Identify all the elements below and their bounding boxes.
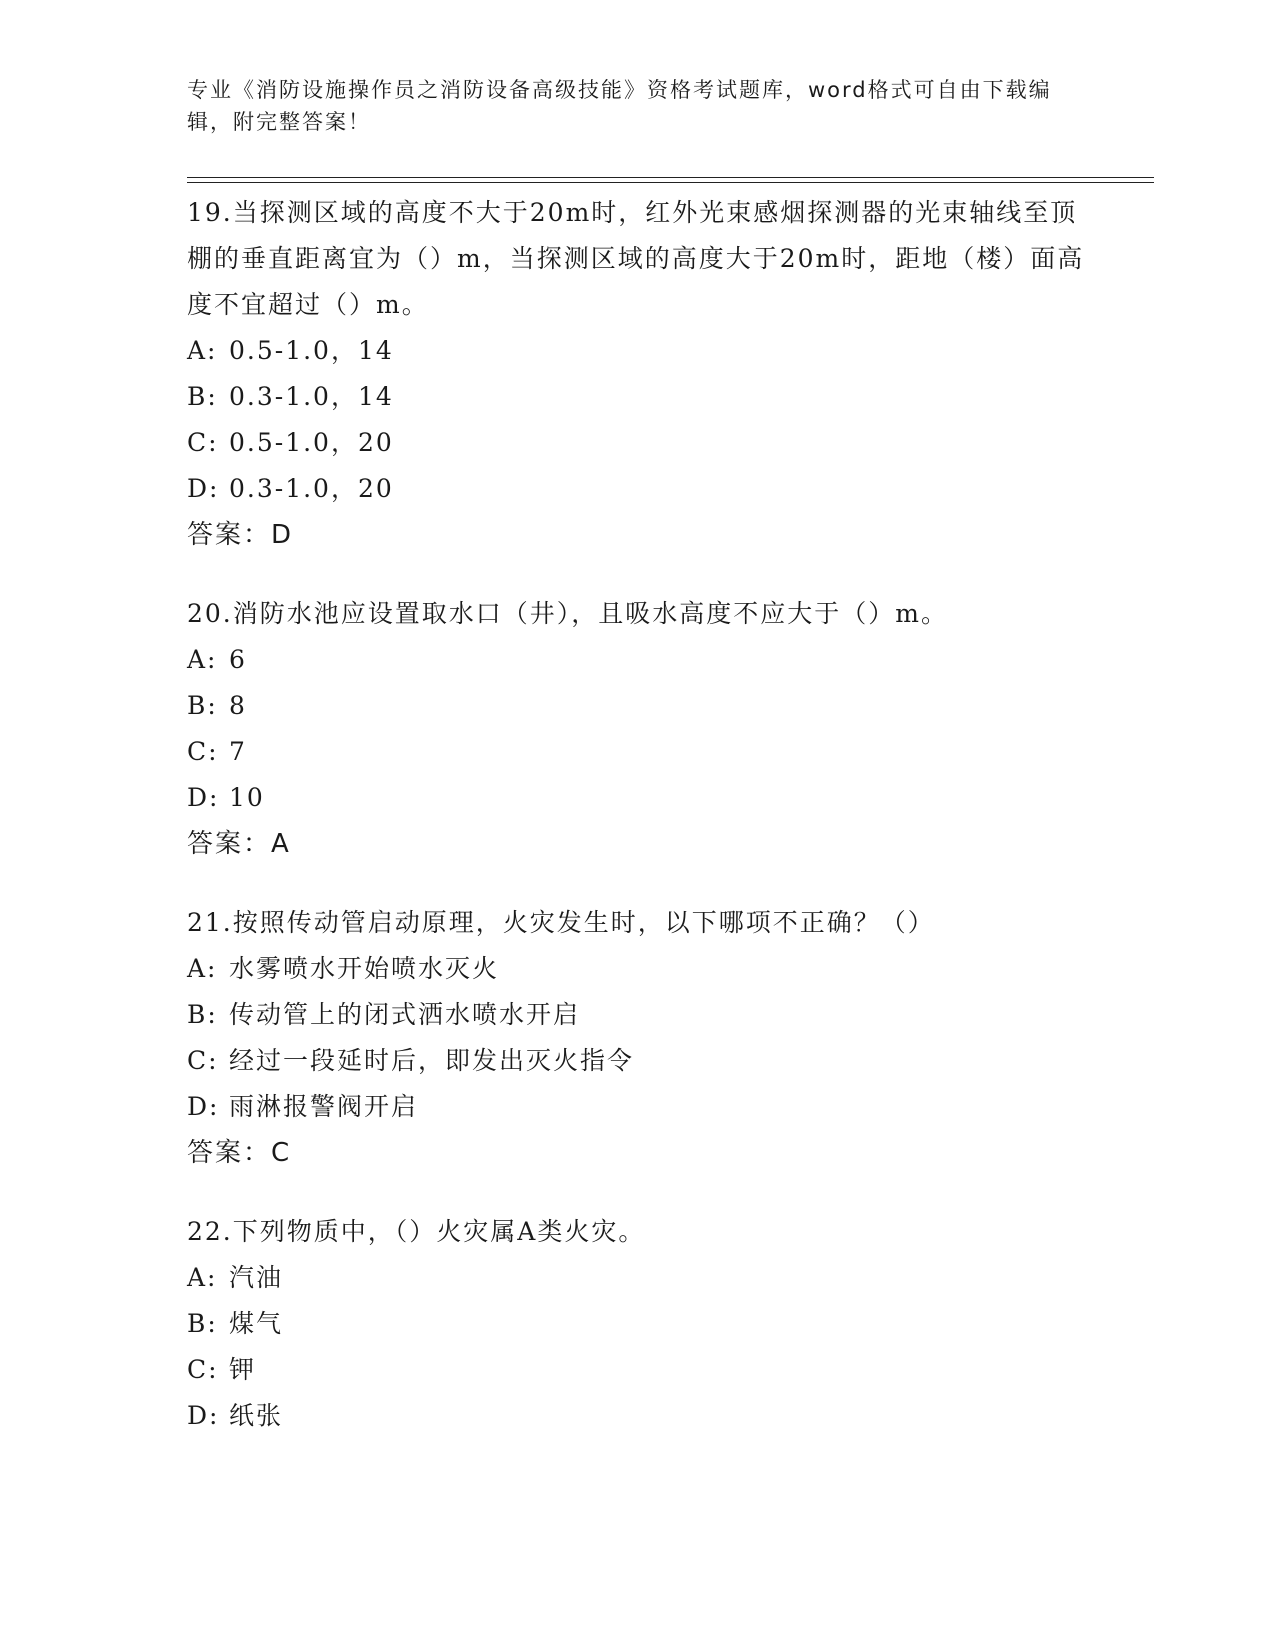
option-text: 6 [229, 645, 247, 674]
option-text: 经过一段延时后，即发出灭火指令 [229, 1046, 635, 1075]
option-text: 10 [229, 783, 265, 812]
question-20 [187, 591, 1087, 867]
question-stem: 21.按照传动管启动原理，火灾发生时，以下哪项不正确？（） [187, 908, 935, 937]
option-b [187, 992, 1087, 1038]
answer-line: 答案：A [187, 829, 291, 859]
option-a [187, 1255, 1087, 1301]
option-text: 7 [229, 737, 247, 766]
option-d [187, 466, 1087, 512]
option-d [187, 1084, 1087, 1130]
question-list [187, 190, 1087, 1472]
option-d [187, 1393, 1087, 1439]
option-c [187, 1038, 1087, 1084]
option-letter: A: [187, 336, 218, 365]
option-c [187, 729, 1087, 775]
option-letter: A: [187, 954, 218, 983]
option-letter: D: [187, 474, 220, 503]
option-letter: C: [187, 1355, 219, 1384]
option-letter: D: [187, 1401, 220, 1430]
question-19 [187, 190, 1087, 558]
option-text: 0.3-1.0，20 [229, 474, 394, 503]
option-letter: C: [187, 737, 219, 766]
option-text: 0.5-1.0，20 [229, 428, 394, 457]
option-letter: C: [187, 1046, 219, 1075]
question-stem: 19.当探测区域的高度不大于20m时，红外光束感烟探测器的光束轴线至顶棚的垂直距离宜为（）m，当探测区域的高度大于20m时，距地（楼）面高度不宜超过（）m。 [187, 198, 1085, 319]
option-letter: A: [187, 1263, 218, 1292]
option-c [187, 1347, 1087, 1393]
option-text: 0.3-1.0，14 [229, 382, 394, 411]
question-stem: 22.下列物质中，（）火灾属A类火灾。 [187, 1217, 646, 1246]
header-divider-top [187, 177, 1154, 178]
option-a [187, 328, 1087, 374]
question-stem: 20.消防水池应设置取水口（井），且吸水高度不应大于（）m。 [187, 599, 948, 628]
option-letter: D: [187, 1092, 220, 1121]
question-21 [187, 900, 1087, 1176]
option-text: 雨淋报警阀开启 [229, 1092, 419, 1121]
option-text: 钾 [229, 1355, 257, 1384]
question-22 [187, 1209, 1087, 1439]
header-divider-bottom [187, 182, 1154, 183]
option-letter: B: [187, 1309, 218, 1338]
option-text: 汽油 [229, 1263, 284, 1292]
option-text: 传动管上的闭式洒水喷水开启 [229, 1000, 581, 1029]
option-d [187, 775, 1087, 821]
option-a [187, 946, 1087, 992]
option-text: 水雾喷水开始喷水灭火 [229, 954, 500, 983]
option-letter: C: [187, 428, 219, 457]
answer-line: 答案：C [187, 1138, 292, 1168]
answer-line: 答案：D [187, 520, 294, 550]
option-letter: B: [187, 382, 218, 411]
option-text: 纸张 [229, 1401, 284, 1430]
option-b [187, 683, 1087, 729]
option-letter: B: [187, 691, 218, 720]
option-c [187, 420, 1087, 466]
option-b [187, 1301, 1087, 1347]
document-intro: 专业《消防设施操作员之消防设备高级技能》资格考试题库，word格式可自由下载编辑，附完整答案！ [187, 78, 1052, 134]
option-text: 0.5-1.0，14 [229, 336, 394, 365]
option-letter: D: [187, 783, 220, 812]
option-text: 8 [229, 691, 247, 720]
option-letter: A: [187, 645, 218, 674]
option-a [187, 637, 1087, 683]
option-text: 煤气 [229, 1309, 284, 1338]
option-b [187, 374, 1087, 420]
option-letter: B: [187, 1000, 218, 1029]
